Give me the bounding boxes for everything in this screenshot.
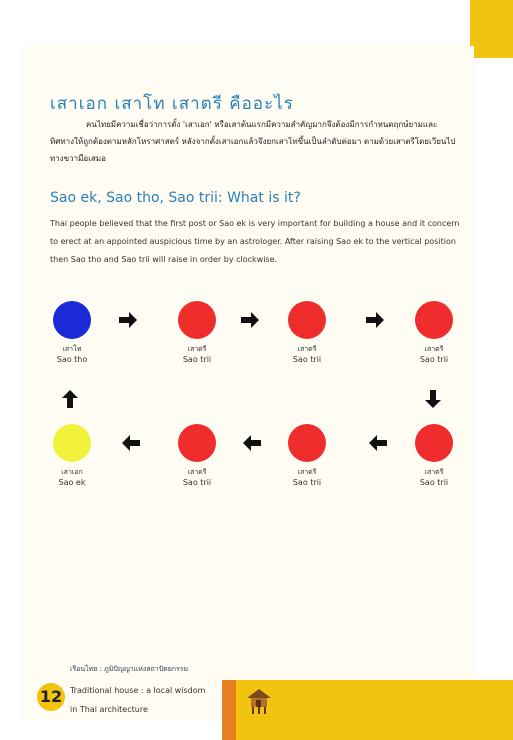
- post-label-thai: เสาตรี: [424, 468, 444, 476]
- post-circle: [415, 424, 453, 462]
- post-node-sao-trii: [157, 301, 237, 365]
- arrow-right-icon: [240, 310, 260, 330]
- post-circle: [178, 301, 216, 339]
- arrow-up-icon: [60, 389, 80, 409]
- post-node-sao-trii: [267, 424, 347, 488]
- title-english: Sao ek, Sao tho, Sao trii: What is it?: [50, 190, 301, 206]
- arrow-left-icon: [121, 433, 141, 453]
- post-label-english: Sao tho: [56, 355, 88, 364]
- page-number: 12: [37, 683, 65, 711]
- post-node-sao-tho: [32, 301, 112, 365]
- post-node-sao-trii: [157, 424, 237, 488]
- post-label-thai: เสาโท: [62, 345, 82, 353]
- arrow-down-icon: [423, 389, 443, 409]
- arrow-left-icon: [368, 433, 388, 453]
- footer-subtitle-english: in Thai architecture: [70, 705, 148, 714]
- thai-house-icon: [244, 686, 274, 716]
- footer-stripe: [222, 680, 236, 740]
- post-node-sao-ek: [32, 424, 112, 488]
- post-node-sao-trii: [394, 424, 474, 488]
- post-label-thai: เสาตรี: [187, 468, 207, 476]
- post-label-english: Sao trii: [182, 355, 212, 364]
- arrow-right-icon: [365, 310, 385, 330]
- post-label-english: Sao trii: [419, 478, 449, 487]
- arrow-right-icon: [118, 310, 138, 330]
- footer-title-english: Traditional house : a local wisdom: [70, 686, 206, 695]
- paragraph-thai: คนไทยมีความเชื่อว่าการตั้ง 'เสาเอก' หรือเสาต้นแรกมีความสำคัญมากจึงต้องมีการกำหนดฤกษ์ยามและทิศทางให้ถูกต้องตามหลักโหราศาสตร์ หลังจากตั้งเสาเอกแล้วจึงยกเสาโทขึ้นเป็นลำดับต่อมา ตามด้วยเสาตรีโดยเวียนไปทางขวามือเสมอ: [50, 120, 456, 163]
- post-label-english: Sao trii: [182, 478, 212, 487]
- post-circle: [53, 424, 91, 462]
- title-thai: เสาเอก เสาโท เสาตรี คืออะไร: [50, 94, 294, 114]
- post-label-english: Sao ek: [58, 478, 86, 487]
- post-label-english: Sao trii: [419, 355, 449, 364]
- post-label-thai: เสาเอก: [61, 468, 83, 476]
- post-circle: [53, 301, 91, 339]
- corner-tab: [470, 0, 513, 58]
- post-label-thai: เสาตรี: [297, 345, 317, 353]
- footer-title-thai: เรือนไทย : ภูมิปัญญาแห่งสถาปัตยกรรม: [70, 665, 189, 673]
- post-node-sao-trii: [267, 301, 347, 365]
- post-label-thai: เสาตรี: [187, 345, 207, 353]
- paragraph-english: Thai people believed that the first post or Sao ek is very important for building a house and it concern to erect at an appointed auspicious time by an astrologer. After raising Sao ek to the vertical position then Sao tho and Sao trii will raise in order by clockwise.: [50, 219, 460, 264]
- post-circle: [178, 424, 216, 462]
- post-circle: [288, 424, 326, 462]
- post-label-english: Sao trii: [292, 355, 322, 364]
- arrow-left-icon: [242, 433, 262, 453]
- post-label-thai: เสาตรี: [424, 345, 444, 353]
- post-label-thai: เสาตรี: [297, 468, 317, 476]
- post-label-english: Sao trii: [292, 478, 322, 487]
- post-node-sao-trii: [394, 301, 474, 365]
- post-circle: [288, 301, 326, 339]
- post-circle: [415, 301, 453, 339]
